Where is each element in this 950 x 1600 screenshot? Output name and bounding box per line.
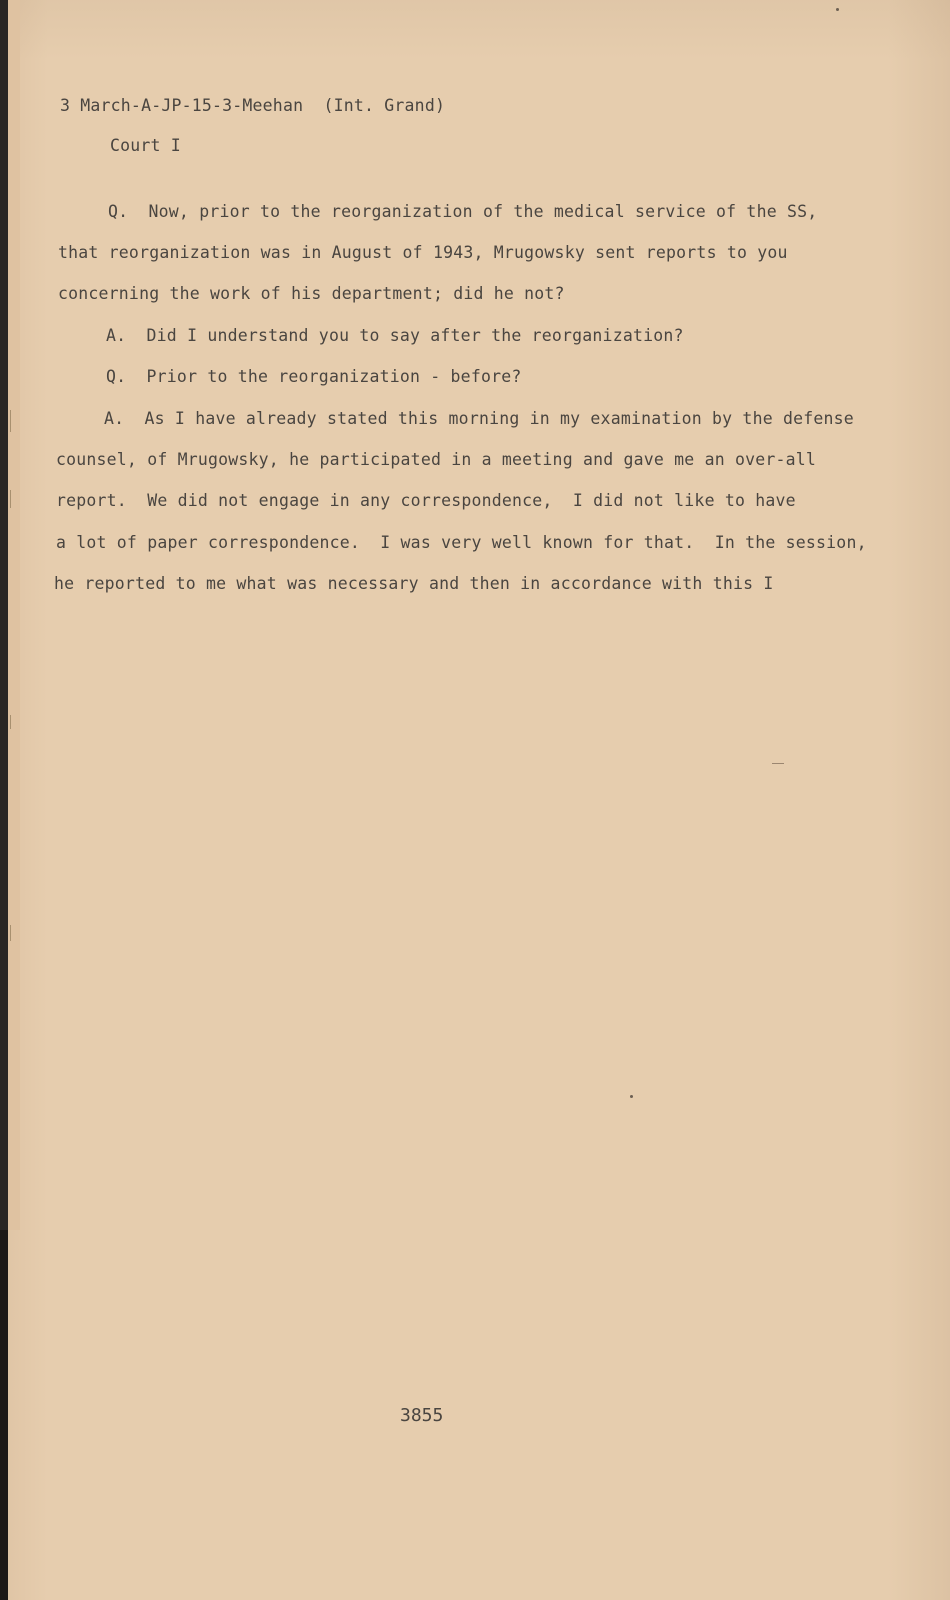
document-page	[8, 0, 950, 1600]
edge-scratch	[10, 925, 11, 941]
transcript-line: that reorganization was in August of 1943, Mrugowsky sent reports to you	[58, 243, 788, 262]
court-label: Court I	[110, 136, 181, 155]
paper-mark	[772, 763, 784, 764]
edge-scratch	[10, 410, 11, 432]
paper-speck	[836, 8, 839, 11]
document-header: 3 March-A-JP-15-3-Meehan (Int. Grand)	[60, 96, 446, 115]
page-number: 3855	[400, 1405, 444, 1426]
transcript-line: counsel, of Mrugowsky, he participated in a meeting and gave me an over-all	[56, 450, 817, 469]
transcript-line: he reported to me what was necessary and then in accordance with this I	[54, 574, 774, 593]
edge-scratch	[10, 490, 11, 508]
scan-border	[0, 1230, 8, 1600]
transcript-line: A. Did I understand you to say after the reorganization?	[106, 326, 684, 345]
transcript-line: Q. Now, prior to the reorganization of the medical service of the SS,	[108, 202, 818, 221]
transcript-line: Q. Prior to the reorganization - before?	[106, 367, 522, 386]
paper-edge	[8, 0, 20, 1230]
transcript-line: a lot of paper correspondence. I was very well known for that. In the session,	[56, 533, 867, 552]
paper-speck	[630, 1095, 633, 1098]
edge-scratch	[10, 715, 11, 729]
transcript-line: concerning the work of his department; did he not?	[58, 284, 565, 303]
transcript-line: report. We did not engage in any correspondence, I did not like to have	[56, 491, 796, 510]
transcript-line: A. As I have already stated this morning in my examination by the defense	[104, 409, 854, 428]
